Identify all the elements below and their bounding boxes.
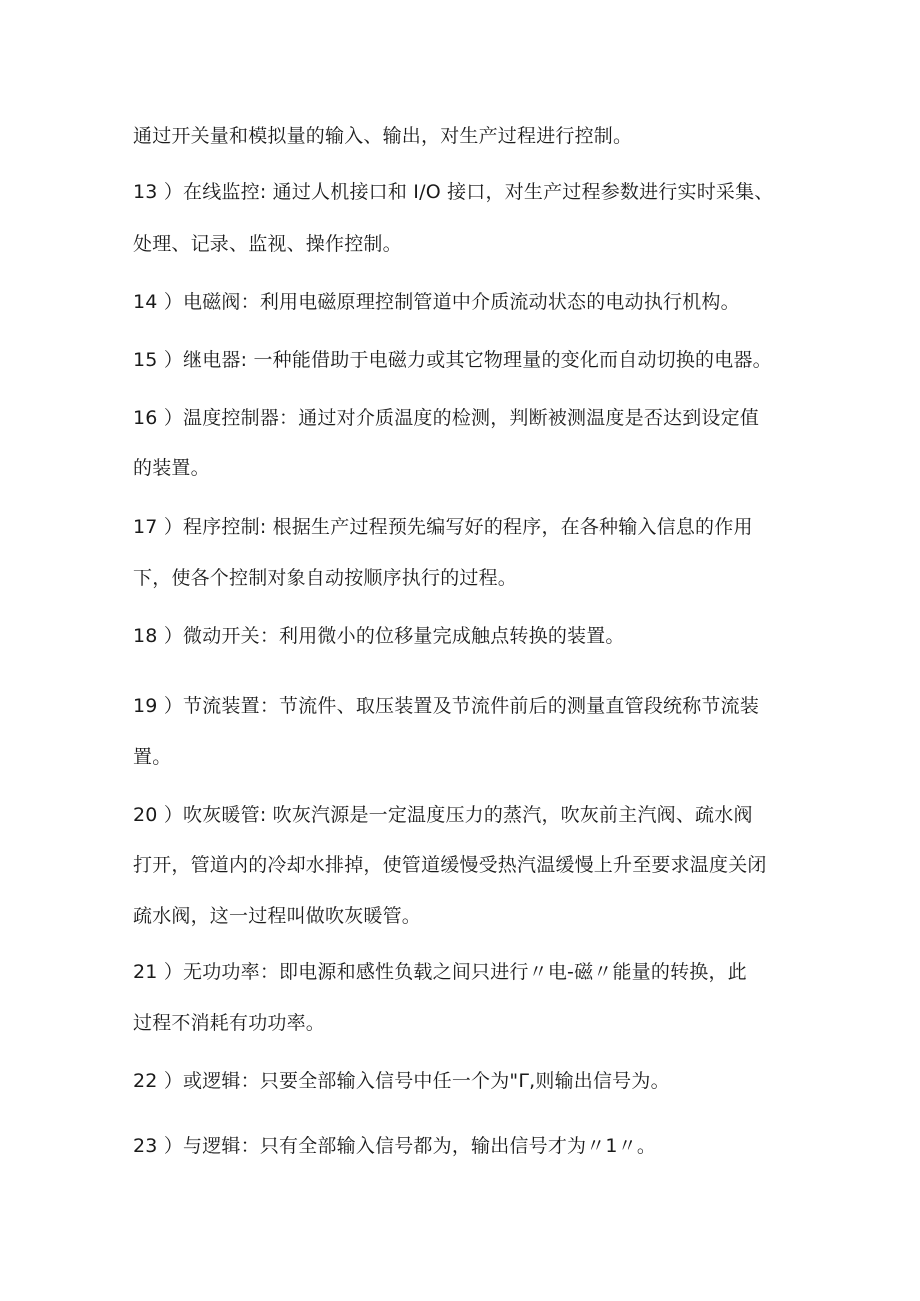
text-line: 疏水阀，这一过程叫做吹灰暖管。 — [133, 905, 422, 927]
text-line: 置。 — [133, 746, 172, 768]
text-line: 15 ）继电器: 一种能借助于电磁力或其它物理量的变化而自动切换的电器。 — [133, 349, 772, 371]
text-line: 通过开关量和模拟量的输入、输出，对生产过程进行控制。 — [133, 125, 633, 147]
text-line: 14 ）电磁阀：利用电磁原理控制管道中介质流动状态的电动执行机构。 — [133, 291, 740, 313]
text-line: 18 ）微动开关：利用微小的位移量完成触点转换的装置。 — [133, 625, 625, 647]
text-line: 16 ）温度控制器：通过对介质温度的检测，判断被测温度是否达到设定值 — [133, 407, 760, 429]
text-line: 17 ）程序控制: 根据生产过程预先编写好的程序，在各种输入信息的作用 — [133, 516, 753, 538]
text-line: 21 ）无功功率：即电源和感性负载之间只进行〃电-磁〃能量的转换，此 — [133, 961, 747, 983]
text-line: 23 ）与逻辑：只有全部输入信号都为，输出信号才为〃1〃。 — [133, 1135, 657, 1157]
text-line: 过程不消耗有功功率。 — [133, 1012, 326, 1034]
text-line: 处理、记录、监视、操作控制。 — [133, 233, 402, 255]
text-line: 13 ）在线监控: 通过人机接口和 I/O 接口，对生产过程参数进行实时采集、 — [133, 181, 774, 203]
text-line: 22 ）或逻辑：只要全部输入信号中任一个为"Γ,则输出信号为。 — [133, 1070, 670, 1092]
text-line: 20 ）吹灰暖管: 吹灰汽源是一定温度压力的蒸汽，吹灰前主汽阀、疏水阀 — [133, 804, 753, 826]
text-line: 19 ）节流装置：节流件、取压装置及节流件前后的测量直管段统称节流装 — [133, 695, 760, 717]
text-line: 的装置。 — [133, 457, 210, 479]
text-line: 下，使各个控制对象自动按顺序执行的过程。 — [133, 567, 518, 589]
text-line: 打开，管道内的冷却水排掉，使管道缓慢受热汽温缓慢上升至要求温度关闭 — [133, 854, 767, 876]
